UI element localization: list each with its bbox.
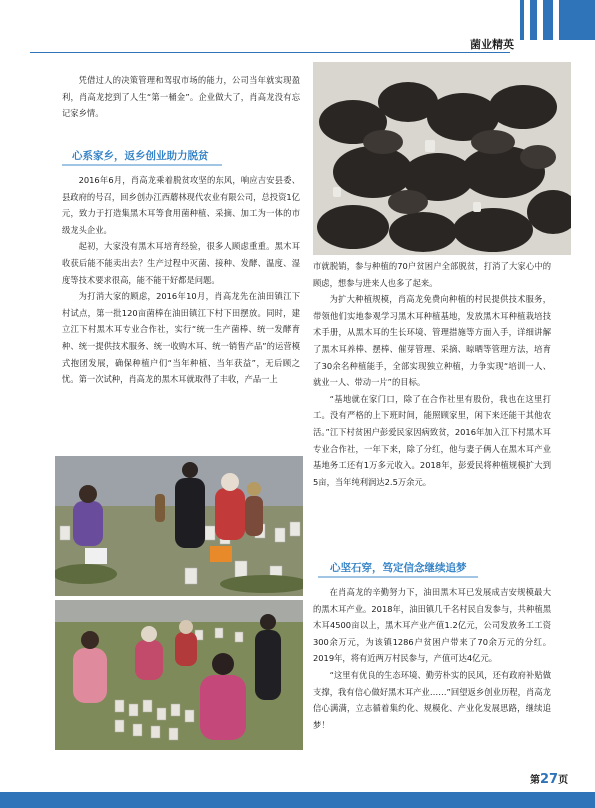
paragraph: “基地就在家门口，除了在合作社里有股份，我也在这里打工。没有严格的上下班时间，能照顾家里，闲下来还能干其他农活。”江下村贫困户彭爱民家因病致贫，2016年加入江下村黑木耳专业合作社，一年下来，除了分红，他与妻子俩人在黑木耳产业基地务工还有1万多元收入。2018年，彭爱民将种植规模扩大到5亩，当年纯利润达2.5万余元。 xyxy=(313,393,551,487)
left-body xyxy=(62,172,300,388)
paragraph: 2016年6月，肖高龙乘着脱贫攻坚的东风，响应吉安县委、县政府的号召，回乡创办江西蘑林现代农业有限公司，总投资1亿元，致力于打造集黑木耳等食用菌种植、采摘、加工为一体的市级龙头企业。 xyxy=(62,175,300,235)
paragraph: 为打消大家的顾虑，2016年10月，肖高龙先在油田镇江下村试点，第一批120亩菌棒在油田镇江下村下田摆放。同时，建立江下村黑木耳专业合作社，实行“统一生产菌棒、统一发酵育种、统一提供技术服务、统一收购木耳、统一销售产品”的运营模式抱团发展，确保种植户们“当年种植、当年获益”，无后顾之忧。第一次试种，肖高龙的黑木耳就取得了丰收，产品一上 xyxy=(62,291,300,385)
page-number xyxy=(530,771,568,787)
heading-underline xyxy=(318,576,478,578)
intro-paragraph: 凭借过人的决策管理和驾驭市场的能力，公司当年就实现盈利，肖高龙挖到了人生“第一桶金”。企业做大了，肖高龙没有忘记家乡情。 xyxy=(62,75,300,119)
section-heading-1: 心系家乡，返乡创业助力脱贫 xyxy=(72,150,209,162)
farmers-photo-1 xyxy=(55,456,303,596)
page-prefix: 第 xyxy=(530,775,540,786)
paragraph: 为扩大种植规模，肖高龙免费向种植的村民提供技术服务，带领他们实地参观学习黑木耳种植基地，发放黑木耳种植栽培技术手册，从黑木耳的生长环境、管理措施等方面入手，详细讲解了黑木耳养棒、摆棒、催芽管理、采摘、晾晒等管理方法，培育了30余名种植能手，全部实现独立种植，力争实现“培训一人、就业一人、带动一片”的目标。 xyxy=(313,294,551,388)
header-stripe xyxy=(543,0,553,40)
header-stripe xyxy=(530,0,537,40)
paragraph: 起初，大家没有黑木耳培育经验，很多人顾虑重重。黑木耳收获后能不能卖出去？生产过程中灭菌、接种、发酵、温度、湿度等技术要求很高，能不能干好都是问题。 xyxy=(62,241,300,285)
page-suffix: 页 xyxy=(558,775,569,786)
header-stripe xyxy=(520,0,524,40)
paragraph: “这里有优良的生态环境、勤劳朴实的民风，还有政府补贴做支撑，我有信心做好黑木耳产业……”回望返乡创业历程，肖高龙信心满满，立志循着集约化、规模化、产业化发展思路，继续追梦！ xyxy=(313,669,551,730)
farmers-photo-2 xyxy=(55,600,303,750)
section-heading-2: 心坚石穿，笃定信念继续追梦 xyxy=(330,562,467,574)
footer-bar xyxy=(0,792,595,808)
paragraph: 在肖高龙的辛勤努力下，油田黑木耳已发展成吉安规模最大的黑木耳产业。2018年，油田镇几千名村民自发参与，共种植黑木耳4500亩以上，黑木耳产业产值1.2亿元，公司发放务工工资300余万元，为该镇1286户贫困户带来了70余万元的分红。2019年，将有近两万村民参与，产值可达4亿元。 xyxy=(313,587,551,664)
left-intro xyxy=(62,72,300,122)
right-body-top xyxy=(313,258,551,490)
heading-underline xyxy=(62,164,222,166)
right-body-bottom xyxy=(313,584,551,733)
paragraph: 市就脱销，参与种植的70户贫困户全部脱贫，打消了大家心中的顾虑，想参与进来人也多了起来。 xyxy=(313,261,551,288)
section-label: 菌业精英 xyxy=(470,38,514,51)
page-number-value: 27 xyxy=(540,772,559,787)
header-rule xyxy=(30,52,510,53)
header-stripe xyxy=(559,0,595,40)
black-fungus-photo xyxy=(313,62,571,255)
